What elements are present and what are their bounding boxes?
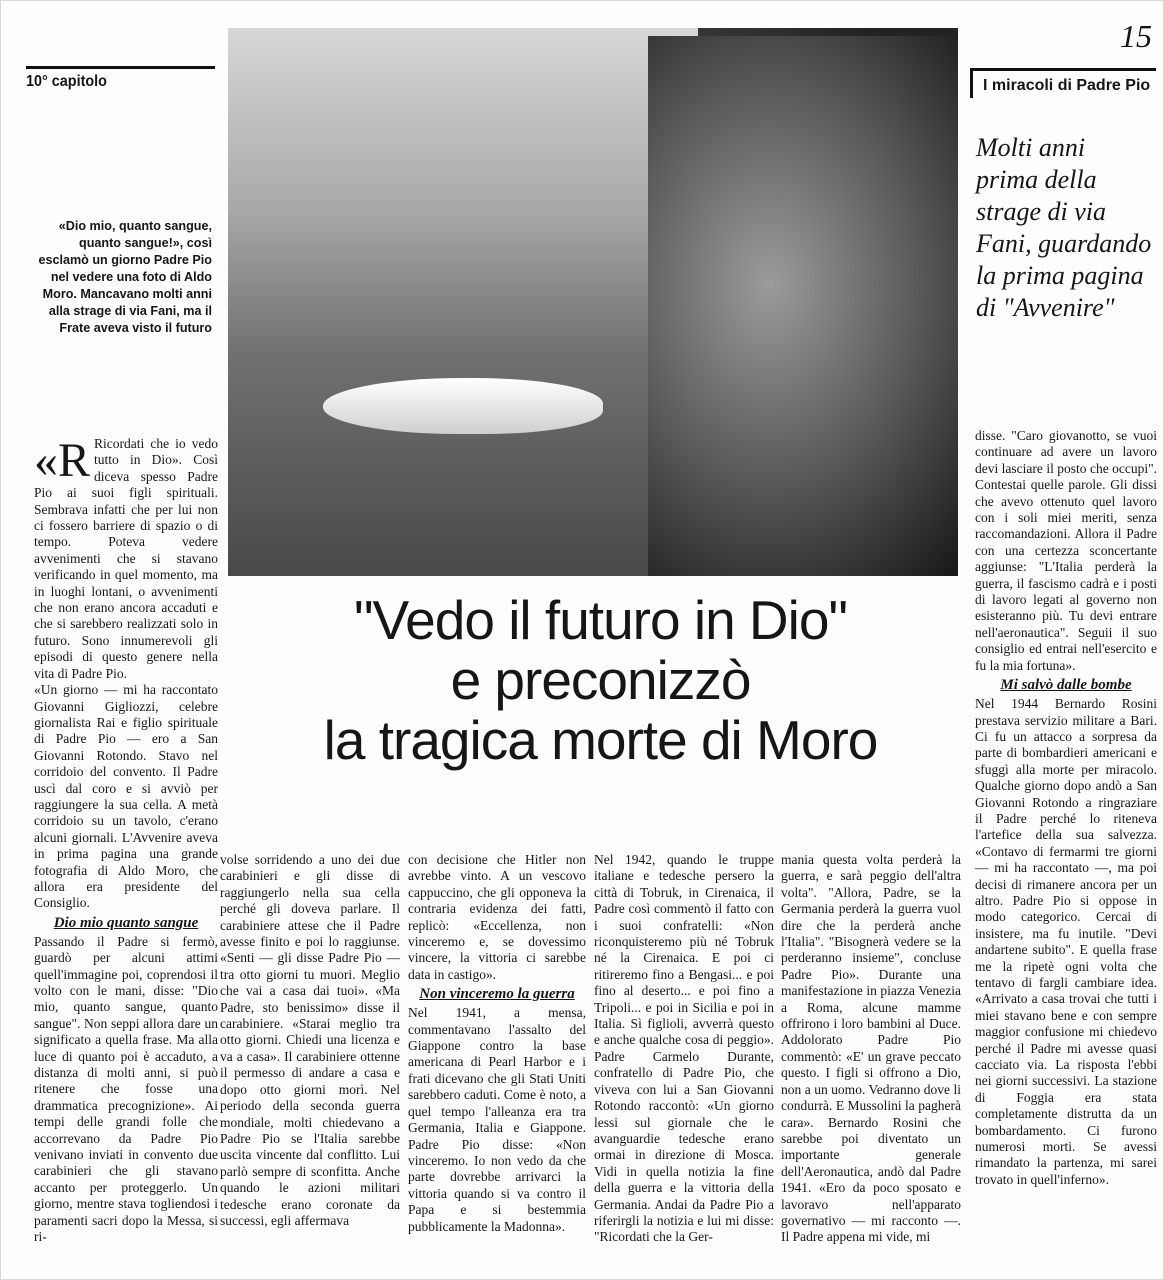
article-column-3 — [408, 852, 586, 1235]
portrait-image — [648, 36, 958, 576]
quote-paragraph: «Un giorno — mi ha raccontato Giovanni Gigliozzi, celebre giornalista Rai e figlio spirituale di Padre Pio — ero a San Giovanni Rotondo. Stavo nel corridoio del convento. Il Padre uscì dal coro e si avviò per raggiungere la sua cella. A metà corridoio su un tavolo, c'erano alcuni giornali. L'Avvenire aveva in prima pagina una grande fotografia di Aldo Moro, che allora era presidente del Consiglio. — [34, 682, 218, 911]
lead-paragraph: Ricordati che io vedo tutto in Dio». Così diceva spesso Padre Pio ai suoi figli spirituali. Sembrava infatti che per lui non ci fossero barriere di spazio o di tempo. Poteva vedere avvenimenti che si stavano verificando in quel momento, ma in luoghi lontani, o avvenimenti che non erano ancora accaduti e che si sarebbero realizzati solo in futuro. Sono innumerevoli gli episodi di questo genere nella vita di Padre Pio. — [34, 436, 218, 681]
covered-body-image — [323, 378, 603, 434]
headline-line-3: la tragica morte di Moro — [323, 709, 878, 771]
street-scene-image — [228, 28, 698, 576]
subhead-dio-mio: Dio mio quanto sangue — [53, 914, 199, 931]
headline-line-2: e preconizzò — [450, 649, 751, 711]
drop-cap: «R — [34, 434, 91, 487]
article-column-2: volse sorridendo a uno dei due carabinieri e gli disse di raggiungerlo nella sua cella perché gli doveva parlare. Il carabiniere attese che il Padre avesse finito e poi lo raggiunse. «Senti — gli disse Padre Pio — tra otto giorni tu muori. Meglio che vai a casa dai tuoi». «Ma Padre, sto benissimo» disse il carabiniere. «Starai meglio tra otto giorni. Chiedi una licenza e va a casa». Il carabiniere ottenne il permesso di andare a casa e dopo otto giorni morì. Nel periodo della seconda guerra mondiale, molti chiedevano a Padre Pio se l'Italia sarebbe uscita vincente dal conflitto. Lui parlò sempre di sconfitta. Anche quando le azioni militari tedesche erano coronate da successi, egli affermava — [220, 852, 400, 1228]
photo-caption: «Dio mio, quanto sangue, quanto sangue!», così esclamò un giorno Padre Pio nel vedere una foto di Aldo Moro. Mancavano molti anni alla strage di via Fani, ma il Frate aveva visto il futuro — [38, 219, 212, 335]
column-3-text: con decisione che Hitler non avrebbe vinto. A un vescovo cappuccino, che gli opponeva la contraria evidenza dei fatti, replicò: «Eccellenza, non vinceremo e, se dovessimo vincere, la vittoria ci sarebbe data in castigo». — [408, 852, 586, 982]
page-number: 15 — [1120, 18, 1152, 54]
article-column-5: mania questa volta perderà la guerra, e sarà peggio dell'altra volta". "Allora, Padre, se la Germania perderà la guerra vuol dire che la perderà anche l'Italia". "Bisognerà vedere se la perderanno insieme", concluse Padre Pio». Durante una manifestazione in piazza Venezia a Roma, alcune mamme offrirono i loro bambini al Duce. Addolorato Padre Pio commentò: «E' un grave peccato questo. I figli si offrono a Dio, non a un uomo. Vedranno dove li condurrà. E Mussolini la pagherà cara». Bernardo Rosini che sarebbe poi diventato un importante generale dell'Aeronautica, andò dal Padre 1941. «Ero da poco sposato e lavoravo nell'apparato governativo — mi racconto —. Il Padre appena mi vide, mi — [781, 852, 961, 1245]
subhead-non-vinceremo: Non vinceremo la guerra — [419, 986, 575, 1003]
column-6-text: disse. "Caro giovanotto, se vuoi continuare ad avere un lavoro devi lasciare il posto che occupi". Contestai quelle parole. Gli dissi che avevo ottenuto quel lavoro con i soli miei meriti, senza raccomandazioni. Allora il Padre con una certezza sconcertante aggiunse: "L'Italia perderà la guerra, il fascismo cadrà e i posti di lavoro legati al governo non esisteranno più. Tu devi entrare nell'aeronautica". Seguii il suo consiglio ed entrai nell'esercito e fu la mia fortuna». — [975, 428, 1157, 673]
article-column-6 — [975, 428, 1157, 1188]
subhead-mi-salvo: Mi salvò dalle bombe — [1000, 677, 1132, 694]
headline — [238, 590, 963, 770]
column-3-continuation: Nel 1941, a mensa, commentavano l'assalto del Giappone contro la base americana di Pearl Harbor e i frati dicevano che gli Stati Uniti sarebbero caduti. Come è noto, a quel tempo l'alleanza era tra Germania, Italia e Giappone. Padre Pio disse: «Non vinceremo. Io non vedo da che parte dovrebbe arrivarci la vittoria quando si va contro il Papa e si bestemmia pubblicamente la Madonna». — [408, 1005, 586, 1234]
column-1-continuation: Passando il Padre si fermò, guardò per alcuni attimi quell'immagine poi, coprendosi il volto con le mani, disse: "Dio mio, quanto sangue, quanto sangue". Non seppi allora dare un significato a quella frase. Ma alla luce di quanto poi è accaduto, a distanza di molti anni, si può ritenere che fosse una drammatica precognizione». Ai tempi delle grandi folle che accorrevano da Padre Pio venivano inviati in convento due carabinieri che gli stavano accanto per proteggerlo. Un giorno, mentre stava togliendosi i paramenti sacri dopo la Messa, si ri- — [34, 933, 218, 1245]
headline-line-1: "Vedo il futuro in Dio" — [353, 589, 847, 651]
article-column-1 — [34, 436, 218, 1246]
chapter-rubric: 10° capitolo — [26, 66, 215, 98]
series-rubric: I miracoli di Padre Pio — [970, 68, 1156, 98]
article-deck: Molti anni prima della strage di via Fani, guardando la prima pagina di "Avvenire" — [976, 133, 1152, 322]
photo-montage — [228, 28, 958, 576]
column-6-continuation: Nel 1944 Bernardo Rosini prestava servizio militare a Bari. Ci fu un attacco a sorpresa da parte di bombardieri americani e sfuggì alla morte per miracolo. Qualche giorno dopo andò a San Giovanni Rotondo a ringraziare il Padre perché lo riteneva l'artefice della sua salvezza. «Contavo di fermarmi tre giorni — mi ha raccontato —, ma poi decisi di rimanere ancora per un altro. Padre Pio si oppose in modo categorico. Cercai di insistere, ma fu inutile. "Devi andartene subito". E quella frase me la ripetè ogni volta che tentavo di fargli cambiare idea. «Arrivato a casa trovai che tutti i miei stavano bene e con sempre maggior confusione mi chiedevo perché il Padre mi avesse quasi cacciato via. La risposta l'ebbi nei giorni successivi. La stazione di Foggia era stata completamente distrutta da un bombardamento. Ci furono numerosi morti. Se avessi rimandato la partenza, mi sarei trovato in quell'inferno». — [975, 696, 1157, 1187]
article-column-4: Nel 1942, quando le truppe italiane e tedesche persero la città di Tobruk, in Cirenaica, il Padre così commentò il fatto con i suoi confratelli: «Non riconquisteremo più né Tobruk né la Cirenaica. E poi ci ritireremo fino a Bengasi... e poi fino al deserto... e poi fino a Tripoli... e poi in Sicilia e poi in Italia. Sì figlioli, avverrà questo e anche qualche cosa di peggio». Padre Carmelo Durante, confratello di Padre Pio, che viveva con lui a San Giovanni Rotondo raccontò: «Un giorno lessi sul giornale che le avanguardie tedesche erano ormai in direzione di Mosca. Vidi in quella notizia la fine della guerra e la vittoria della Germania. Andai da Padre Pio a riferirgli la notizia e lui mi disse: "Ricordati che la Ger- — [594, 852, 774, 1245]
